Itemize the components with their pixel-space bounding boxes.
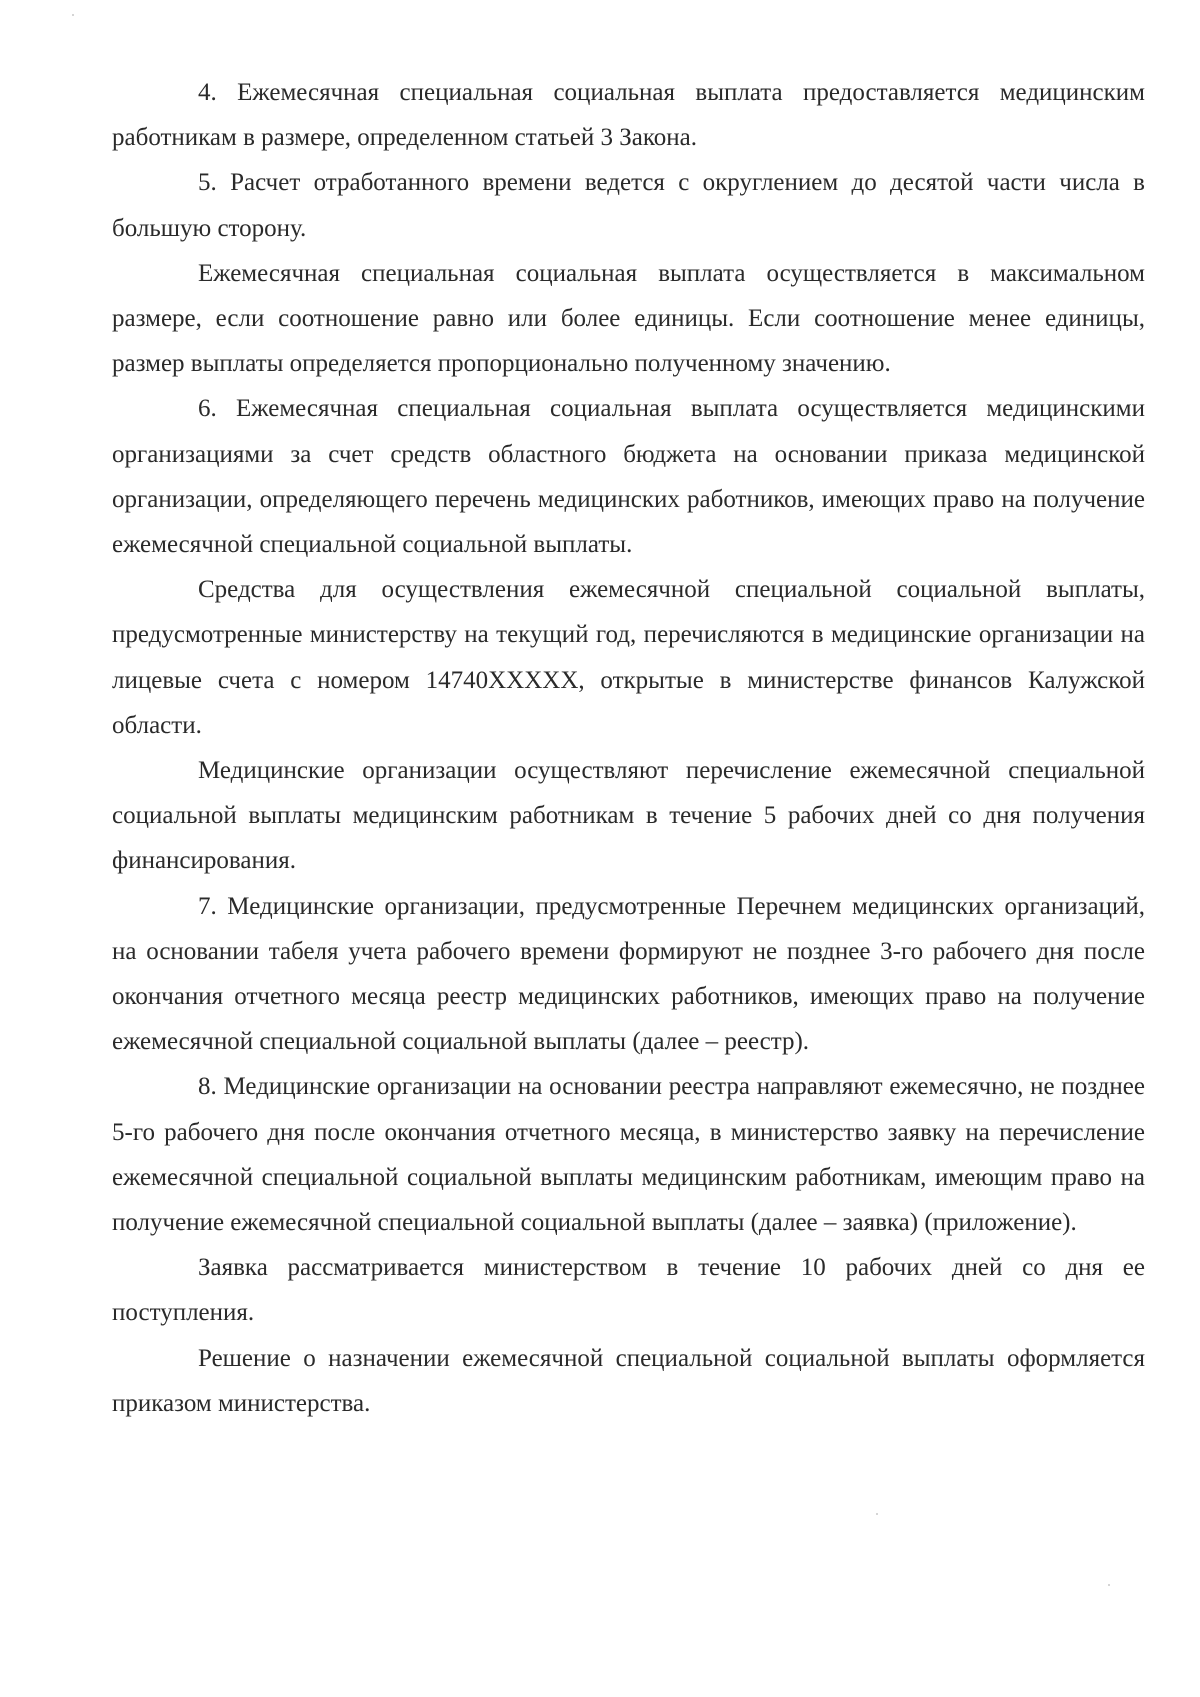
paragraph-item-7: 7. Медицинские организации, предусмотренные Перечнем медицинских организаций, на основании табеля учета рабочего времени формируют не позднее 3-го рабочего дня после окончания отчетного месяца реестр медицинских работников, имеющих право на получение ежемесячной специальной социальной выплаты (далее – реестр). xyxy=(112,892,1145,1056)
scan-speck xyxy=(72,14,74,16)
paragraph-funds-transfer: Средства для осуществления ежемесячной специальной социальной выплаты, предусмотренные министерству на текущий год, перечисляются в медицинские организации на лицевые счета с номером 14740ХХХХХ, открытые в министерстве финансов Калужской области. xyxy=(112,576,1145,739)
paragraph-payment-timing: Медицинские организации осуществляют перечисление ежемесячной специальной социальной выплаты медицинским работникам в течение 5 рабочих дней со дня получения финансирования. xyxy=(112,757,1145,875)
paragraph-item-5: 5. Расчет отработанного времени ведется с округлением до десятой части числа в большую сторону. xyxy=(112,169,1145,242)
document-body xyxy=(112,70,1145,1426)
paragraph-item-8: 8. Медицинские организации на основании реестра направляют ежемесячно, не позднее 5-го рабочего дня после окончания отчетного месяца, в министерство заявку на перечисление ежемесячной специальной социальной выплаты медицинским работникам, имеющим право на получение ежемесячной специальной социальной выплаты (далее – заявка) (приложение). xyxy=(112,1073,1145,1237)
paragraph-item-4: 4. Ежемесячная специальная социальная выплата предоставляется медицинским работникам в размере, определенном статьей 3 Закона. xyxy=(112,79,1145,152)
paragraph-item-6: 6. Ежемесячная специальная социальная выплата осуществляется медицинскими организациями за счет средств областного бюджета на основании приказа медицинской организации, определяющего перечень медицинских работников, имеющих право на получение ежемесячной специальной социальной выплаты. xyxy=(112,395,1145,559)
paragraph-max-payment: Ежемесячная специальная социальная выплата осуществляется в максимальном размере, если соотношение равно или более единицы. Если соотношение менее единицы, размер выплаты определяется пропорционально полученному значению. xyxy=(112,259,1145,378)
paragraph-decision: Решение о назначении ежемесячной специальной социальной выплаты оформляется приказом министерства. xyxy=(112,1344,1145,1417)
scan-speck xyxy=(876,1513,878,1515)
scan-speck xyxy=(1108,1584,1110,1586)
paragraph-application-review: Заявка рассматривается министерством в течение 10 рабочих дней со дня ее поступления. xyxy=(112,1254,1145,1327)
